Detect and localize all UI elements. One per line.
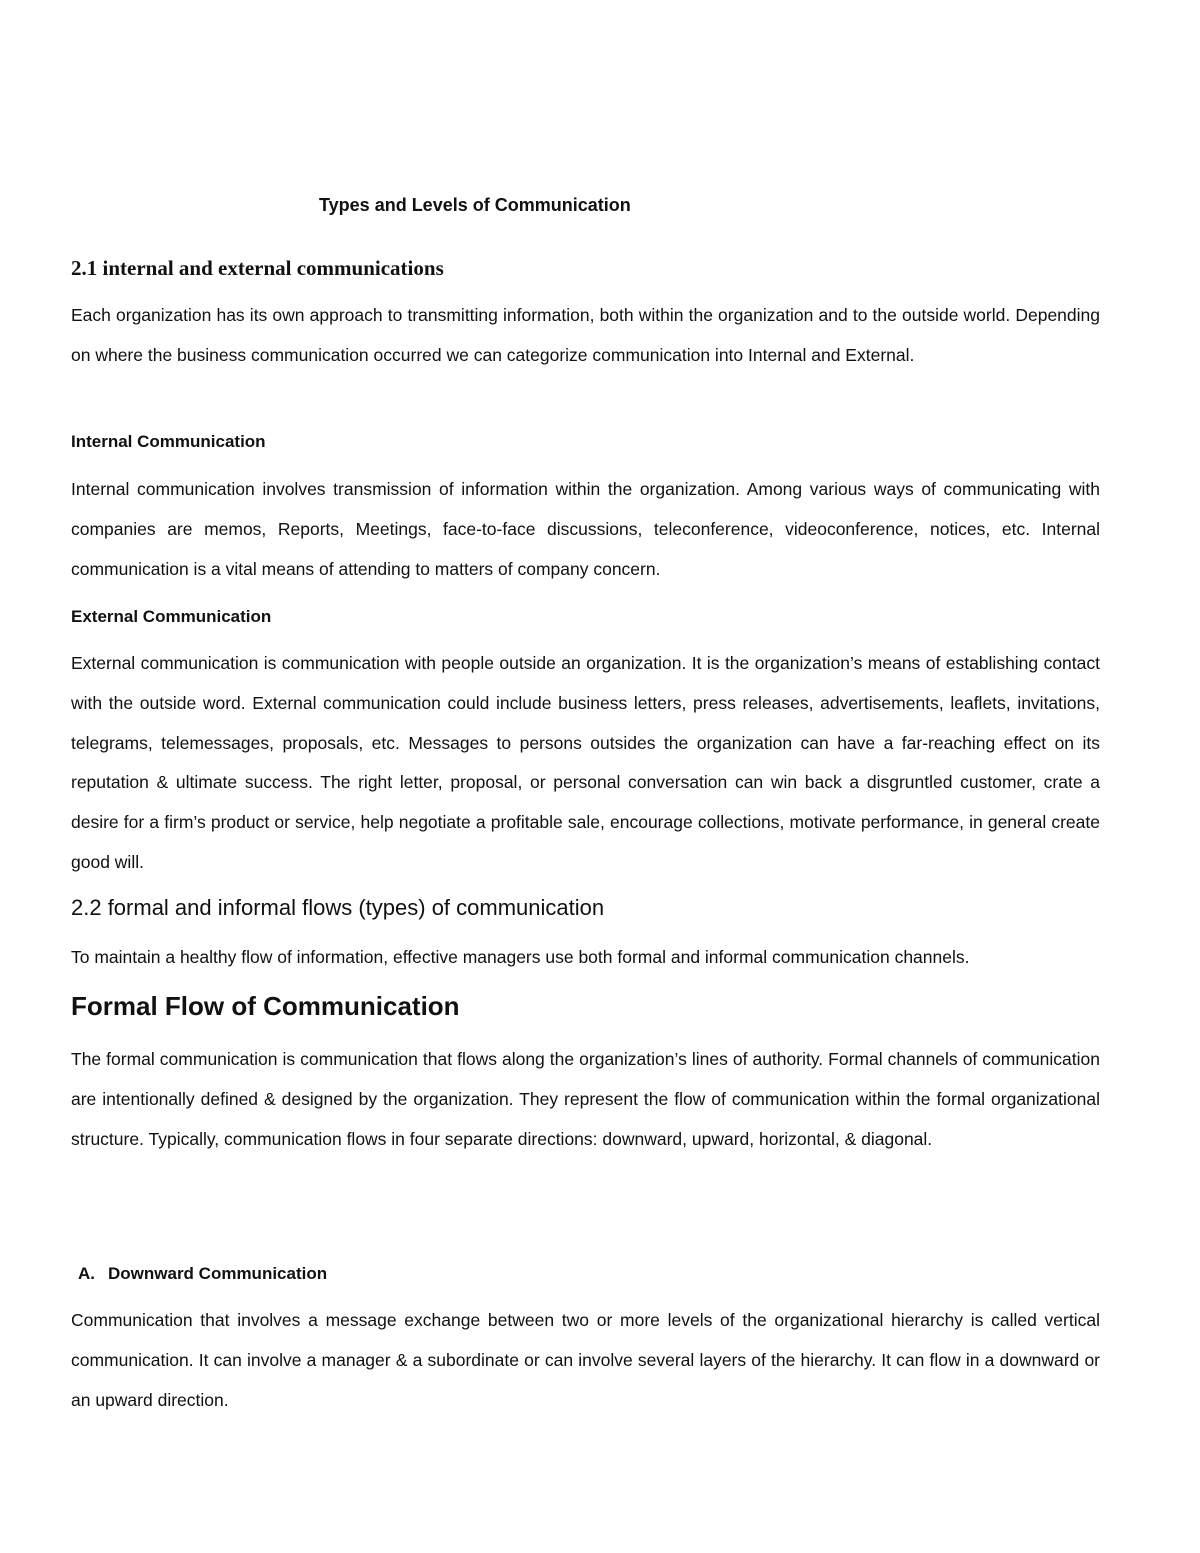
downward-communication-heading	[78, 1262, 327, 1286]
section-2-1-heading: 2.1 internal and external communications	[71, 256, 444, 280]
formal-flow-text: The formal communication is communication that flows along the organization’s lines of authority. Formal channels of communication are intentionally defined & designed by the organization. They represent the flow of communication within the formal organizational structure. Typically, communication flows in four separate directions: downward, upward, horizontal, & diagonal.	[71, 1049, 1100, 1149]
document-title: Types and Levels of Communication	[319, 195, 631, 215]
external-communication-label: External Communication	[71, 607, 272, 626]
section-2-1-intro: Each organization has its own approach to transmitting information, both within the organization and to the outside world. Depending on where the business communication occurred we can categorize communication into Internal and External.	[71, 305, 1100, 365]
external-communication-text: External communication is communication with people outside an organization. It is the organization’s means of establishing contact with the outside word. External communication could include business letters, press releases, advertisements, leaflets, invitations, telegrams, telemessages, proposals, etc. Messages to persons outsides the organization can have a far-reaching effect on its reputation & ultimate success. The right letter, proposal, or personal conversation can win back a disgruntled customer, crate a desire for a firm’s product or service, help negotiate a profitable sale, encourage collections, motivate performance, in general create good will.	[71, 653, 1100, 872]
internal-communication-text: Internal communication involves transmission of information within the organization. Among various ways of communicating with companies are memos, Reports, Meetings, face-to-face discussions, teleconference, videoconference, notices, etc. Internal communication is a vital means of attending to matters of company concern.	[71, 479, 1100, 579]
internal-communication-label: Internal Communication	[71, 432, 266, 451]
section-2-2-intro: To maintain a healthy flow of information, effective managers use both formal and informal communication channels.	[71, 947, 970, 967]
downward-communication-label: Downward Communication	[108, 1264, 328, 1283]
list-marker: A.	[78, 1264, 95, 1283]
section-2-2-heading: 2.2 formal and informal flows (types) of communication	[71, 895, 605, 920]
formal-flow-heading: Formal Flow of Communication	[71, 991, 460, 1021]
downward-communication-text: Communication that involves a message exchange between two or more levels of the organizational hierarchy is called vertical communication. It can involve a manager & a subordinate or can involve several layers of the hierarchy. It can flow in a downward or an upward direction.	[71, 1310, 1100, 1410]
